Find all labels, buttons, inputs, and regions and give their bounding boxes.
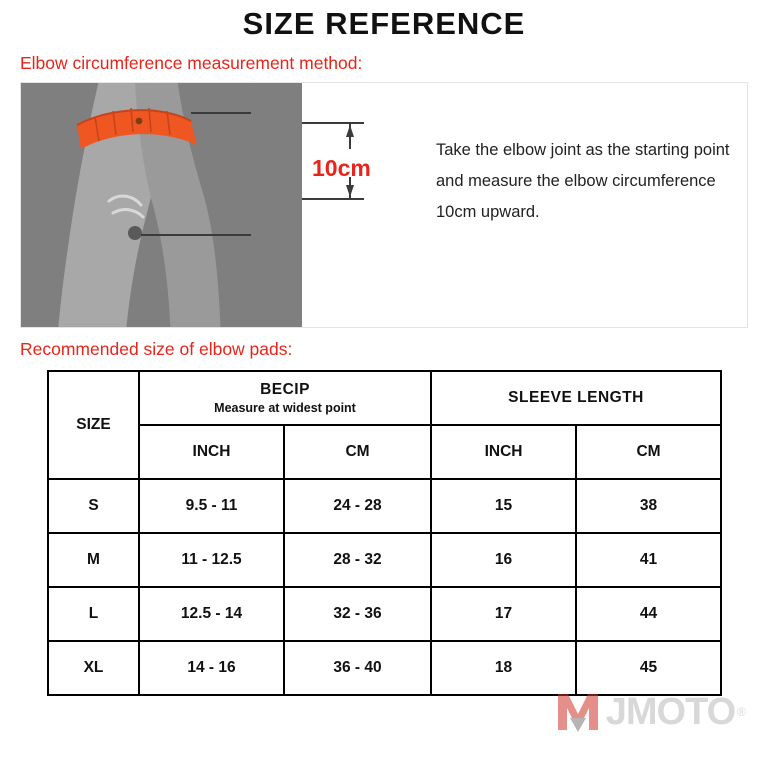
cell-sleeve-inch: 16 (431, 533, 576, 587)
arm-diagram-icon (51, 83, 261, 327)
size-table (47, 370, 722, 696)
cell-size: L (48, 587, 139, 641)
cell-becip-cm: 24 - 28 (284, 479, 431, 533)
header-sleeve-length: SLEEVE LENGTH (431, 371, 721, 425)
table-row (48, 479, 721, 533)
table-row (48, 587, 721, 641)
measurement-illustration-panel (20, 82, 748, 328)
table-header-group-row (48, 371, 721, 425)
cell-sleeve-inch: 18 (431, 641, 576, 695)
cell-becip-cm: 28 - 32 (284, 533, 431, 587)
cell-becip-cm: 32 - 36 (284, 587, 431, 641)
cell-size: XL (48, 641, 139, 695)
cell-sleeve-cm: 45 (576, 641, 721, 695)
brand-watermark (556, 692, 746, 732)
header-sleeve-inch: INCH (431, 425, 576, 479)
cell-sleeve-inch: 17 (431, 587, 576, 641)
measurement-description-text: Take the elbow joint as the starting point and measure the elbow circumference 10cm upward. (436, 141, 730, 221)
cell-size: M (48, 533, 139, 587)
registered-mark: ® (737, 705, 746, 719)
cell-becip-inch: 12.5 - 14 (139, 587, 284, 641)
page-title: SIZE REFERENCE (242, 6, 526, 41)
arm-illustration (21, 83, 302, 327)
cell-sleeve-cm: 41 (576, 533, 721, 587)
header-becip-label: BECIP (260, 381, 310, 398)
table-row (48, 641, 721, 695)
cell-size: S (48, 479, 139, 533)
jmoto-logo-icon (556, 692, 600, 732)
header-size: SIZE (48, 371, 139, 479)
cell-becip-cm: 36 - 40 (284, 641, 431, 695)
cell-becip-inch: 9.5 - 11 (139, 479, 284, 533)
measurement-method-heading: Elbow circumference measurement method: (20, 53, 363, 73)
cell-sleeve-cm: 44 (576, 587, 721, 641)
cell-becip-inch: 14 - 16 (139, 641, 284, 695)
header-becip (139, 371, 431, 425)
measurement-value-label: 10cm (312, 155, 371, 181)
header-becip-inch: INCH (139, 425, 284, 479)
measurement-description-area (302, 83, 747, 327)
header-sleeve-cm: CM (576, 425, 721, 479)
header-becip-sublabel: Measure at widest point (214, 401, 356, 415)
cell-becip-inch: 11 - 12.5 (139, 533, 284, 587)
recommended-size-heading: Recommended size of elbow pads: (20, 339, 293, 359)
cell-sleeve-inch: 15 (431, 479, 576, 533)
size-table-wrapper (47, 370, 721, 696)
table-header-unit-row (48, 425, 721, 479)
brand-name: JMOTO (605, 691, 736, 733)
dimension-arrow-icon (302, 83, 432, 328)
table-row (48, 533, 721, 587)
header-becip-cm: CM (284, 425, 431, 479)
cell-sleeve-cm: 38 (576, 479, 721, 533)
